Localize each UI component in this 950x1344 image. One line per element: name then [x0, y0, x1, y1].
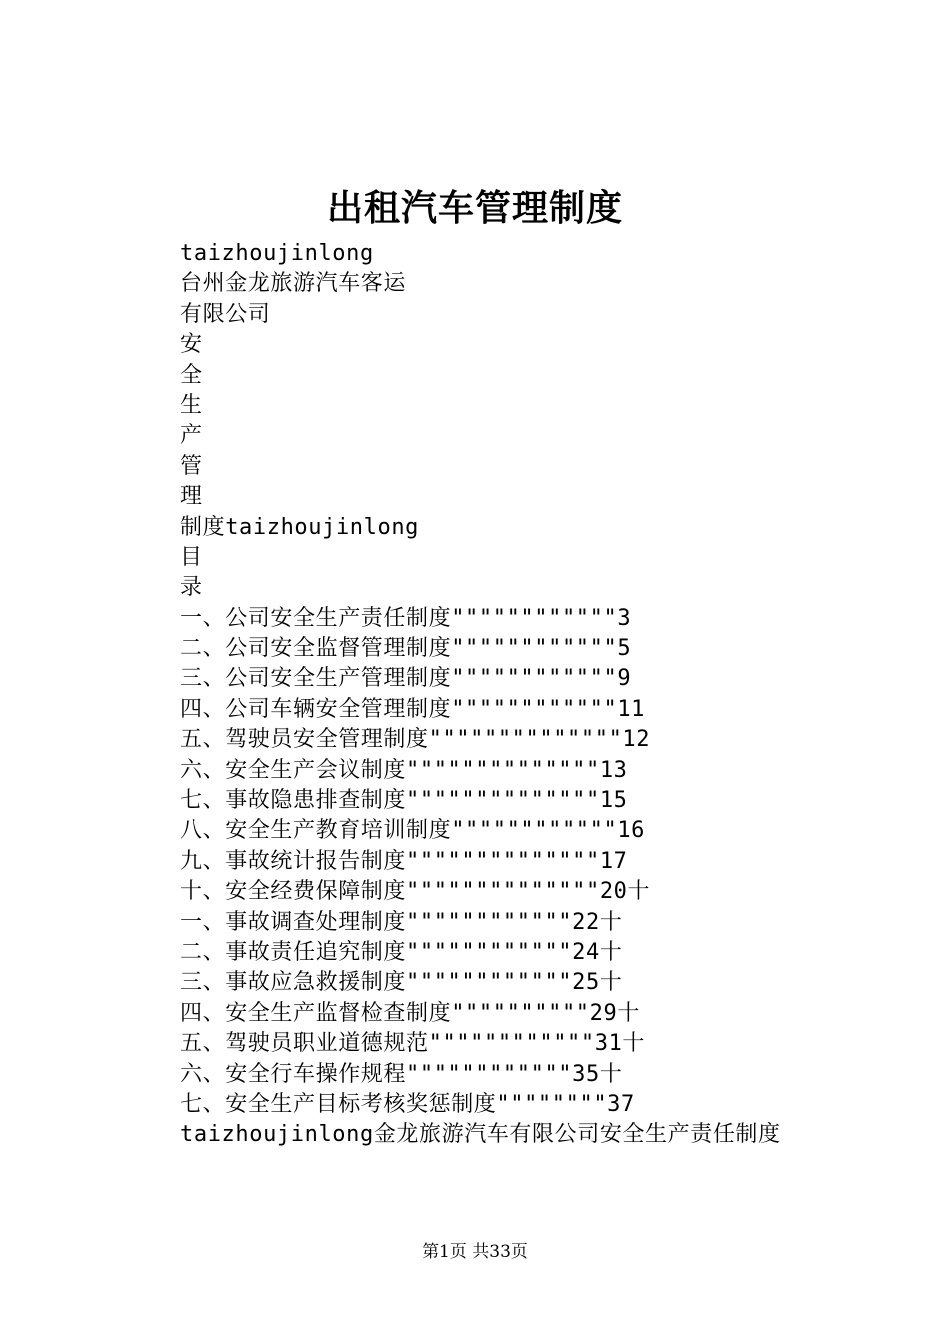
text-line: 安 [180, 332, 203, 358]
toc-entry: 三、事故应急救援制度""""""""""""25十 [180, 970, 623, 996]
toc-entry: 四、公司车辆安全管理制度""""""""""""11 [180, 696, 646, 722]
document-body [180, 239, 880, 1151]
toc-entry: 五、驾驶员安全管理制度""""""""""""""12 [180, 727, 651, 753]
toc-entry: 七、安全生产目标考核奖惩制度""""""""37 [180, 1091, 635, 1117]
text-line: taizhoujinlong金龙旅游汽车有限公司安全生产责任制度 [180, 1122, 781, 1148]
toc-entry: 四、安全生产监督检查制度""""""""""29十 [180, 1000, 640, 1026]
document-title: 出租汽车管理制度 [326, 187, 623, 229]
text-line: 录 [180, 575, 203, 601]
toc-entry: 一、公司安全生产责任制度""""""""""""3 [180, 605, 632, 631]
page-footer: 第1页 共33页 [422, 1242, 528, 1262]
toc-entry: 七、事故隐患排查制度""""""""""""""15 [180, 788, 628, 814]
text-line: 有限公司 [180, 301, 271, 327]
toc-entry: 二、公司安全监督管理制度""""""""""""5 [180, 636, 632, 662]
toc-entry: 一、事故调查处理制度""""""""""""22十 [180, 909, 623, 935]
toc-entry: 九、事故统计报告制度""""""""""""""17 [180, 848, 628, 874]
text-line: 制度taizhoujinlong [180, 514, 420, 540]
text-line: 管 [180, 453, 203, 479]
text-line: 产 [180, 423, 203, 449]
toc-entry: 八、安全生产教育培训制度""""""""""""16 [180, 818, 646, 844]
text-line: 生 [180, 392, 203, 418]
text-line: 理 [180, 484, 203, 510]
toc-entry: 六、安全行车操作规程""""""""""""35十 [180, 1061, 623, 1087]
toc-entry: 六、安全生产会议制度""""""""""""""13 [180, 757, 628, 783]
toc-entry: 五、驾驶员职业道德规范""""""""""""31十 [180, 1031, 646, 1057]
toc-entry: 十、安全经费保障制度""""""""""""""20十 [180, 879, 651, 905]
toc-entry: 二、事故责任追究制度""""""""""""24十 [180, 939, 623, 965]
text-line: 台州金龙旅游汽车客运 [180, 271, 407, 297]
toc-entry: 三、公司安全生产管理制度""""""""""""9 [180, 666, 632, 692]
text-line: taizhoujinlong [180, 241, 374, 266]
text-line: 全 [180, 362, 203, 388]
text-line: 目 [180, 544, 203, 570]
